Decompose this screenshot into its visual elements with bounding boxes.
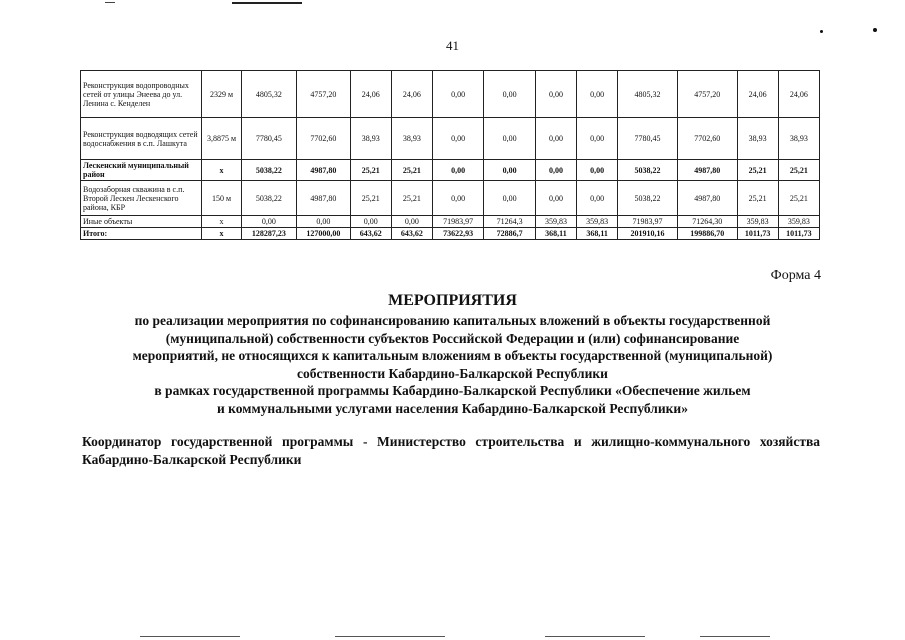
program-coordinator: Координатор государственной программы - Министерство строительства и жилищно-коммунального хозяйства Кабардино-Балкарской Республики <box>82 434 820 467</box>
value-cell: 368,11 <box>535 228 576 240</box>
value-cell: 4805,32 <box>241 71 297 118</box>
value-cell: 73622,93 <box>432 228 483 240</box>
value-cell: 4805,32 <box>618 71 678 118</box>
value-cell: 72886,7 <box>484 228 535 240</box>
scan-speck <box>820 30 823 33</box>
capacity-cell: х <box>202 216 241 228</box>
capacity-cell: 150 м <box>202 181 241 216</box>
value-cell: 25,21 <box>391 181 432 216</box>
object-name-cell: Итого: <box>81 228 202 240</box>
value-cell: 4757,20 <box>677 71 737 118</box>
value-cell: 4987,80 <box>677 160 737 181</box>
subheading-line: собственности Кабардино-Балкарской Республики <box>297 365 608 381</box>
capacity-cell: х <box>202 228 241 240</box>
capacity-cell: х <box>202 160 241 181</box>
form-label: Форма 4 <box>770 268 821 283</box>
value-cell: 0,00 <box>535 160 576 181</box>
value-cell: 0,00 <box>535 118 576 160</box>
scan-edge-bottom <box>700 636 770 637</box>
value-cell: 71264,30 <box>677 216 737 228</box>
value-cell: 5038,22 <box>618 181 678 216</box>
value-cell: 0,00 <box>535 181 576 216</box>
value-cell: 71264,3 <box>484 216 535 228</box>
value-cell: 7702,60 <box>677 118 737 160</box>
subheading-line: в рамках государственной программы Кабардино-Балкарской Республики «Обеспечение жильем <box>154 383 751 398</box>
scan-edge-bottom <box>545 636 645 637</box>
value-cell: 24,06 <box>778 71 819 118</box>
table-row <box>81 181 820 216</box>
value-cell: 71983,97 <box>618 216 678 228</box>
value-cell: 25,21 <box>778 160 819 181</box>
value-cell: 0,00 <box>484 181 535 216</box>
value-cell: 24,06 <box>350 71 391 118</box>
object-name-cell: Реконструкция водопроводных сетей от улицы Энеева до ул. Ленина с. Кенделен <box>81 71 202 118</box>
value-cell: 25,21 <box>737 160 778 181</box>
value-cell: 7780,45 <box>241 118 297 160</box>
document-subheading <box>60 312 845 417</box>
value-cell: 38,93 <box>350 118 391 160</box>
value-cell: 5038,22 <box>241 181 297 216</box>
value-cell: 0,00 <box>577 118 618 160</box>
scan-edge-bottom <box>335 636 445 637</box>
value-cell: 359,83 <box>535 216 576 228</box>
table-row <box>81 216 820 228</box>
value-cell: 359,83 <box>577 216 618 228</box>
value-cell: 128287,23 <box>241 228 297 240</box>
scan-mark-top-middle <box>232 2 302 4</box>
value-cell: 1011,73 <box>778 228 819 240</box>
value-cell: 0,00 <box>297 216 351 228</box>
value-cell: 25,21 <box>350 181 391 216</box>
value-cell: 4987,80 <box>297 181 351 216</box>
value-cell: 0,00 <box>577 71 618 118</box>
value-cell: 38,93 <box>778 118 819 160</box>
funding-table <box>80 70 820 240</box>
value-cell: 0,00 <box>432 118 483 160</box>
value-cell: 0,00 <box>241 216 297 228</box>
object-name-cell: Реконструкция водводящих сетей водоснабжения в с.п. Лашкута <box>81 118 202 160</box>
subheading-line: по реализации мероприятия по софинансированию капитальных вложений в объекты государственной <box>134 313 771 328</box>
object-name-cell: Иные объекты <box>81 216 202 228</box>
value-cell: 1011,73 <box>737 228 778 240</box>
table-row <box>81 160 820 181</box>
subheading-line: мероприятий, не относящихся к капитальным вложениям в объекты государственной (муниципальной) <box>132 348 773 363</box>
subheading-line: (муниципальной) собственности субъектов Российской Федерации и (или) софинансирование <box>165 330 740 346</box>
value-cell: 0,00 <box>484 160 535 181</box>
value-cell: 0,00 <box>432 160 483 181</box>
capacity-cell: 3,8875 м <box>202 118 241 160</box>
value-cell: 24,06 <box>391 71 432 118</box>
value-cell: 7780,45 <box>618 118 678 160</box>
table-row <box>81 118 820 160</box>
value-cell: 25,21 <box>350 160 391 181</box>
value-cell: 359,83 <box>737 216 778 228</box>
value-cell: 38,93 <box>391 118 432 160</box>
value-cell: 5038,22 <box>618 160 678 181</box>
value-cell: 0,00 <box>577 181 618 216</box>
value-cell: 199886,70 <box>677 228 737 240</box>
value-cell: 25,21 <box>778 181 819 216</box>
value-cell: 4987,80 <box>297 160 351 181</box>
object-name-cell: Водозаборная скважина в с.п. Второй Лескен Лескенского района, КБР <box>81 181 202 216</box>
scan-mark-top-left <box>105 2 115 3</box>
capacity-cell: 2329 м <box>202 71 241 118</box>
value-cell: 643,62 <box>350 228 391 240</box>
document-heading: МЕРОПРИЯТИЯ <box>388 292 517 309</box>
value-cell: 0,00 <box>535 71 576 118</box>
scan-speck <box>873 28 877 32</box>
table-row <box>81 71 820 118</box>
value-cell: 4757,20 <box>297 71 351 118</box>
value-cell: 643,62 <box>391 228 432 240</box>
table-body <box>81 71 820 240</box>
value-cell: 127000,00 <box>297 228 351 240</box>
value-cell: 71983,97 <box>432 216 483 228</box>
value-cell: 25,21 <box>391 160 432 181</box>
value-cell: 0,00 <box>432 181 483 216</box>
value-cell: 359,83 <box>778 216 819 228</box>
value-cell: 201910,16 <box>618 228 678 240</box>
value-cell: 4987,80 <box>677 181 737 216</box>
value-cell: 0,00 <box>484 71 535 118</box>
object-name-cell: Лескенский муниципальный район <box>81 160 202 181</box>
value-cell: 7702,60 <box>297 118 351 160</box>
value-cell: 0,00 <box>391 216 432 228</box>
value-cell: 0,00 <box>432 71 483 118</box>
value-cell: 25,21 <box>737 181 778 216</box>
value-cell: 5038,22 <box>241 160 297 181</box>
page-number: 41 <box>446 38 459 53</box>
value-cell: 0,00 <box>350 216 391 228</box>
scan-edge-bottom <box>140 636 240 637</box>
value-cell: 0,00 <box>484 118 535 160</box>
value-cell: 38,93 <box>737 118 778 160</box>
value-cell: 0,00 <box>577 160 618 181</box>
subheading-line: и коммунальными услугами населения Кабардино-Балкарской Республики» <box>217 400 688 416</box>
table-row <box>81 228 820 240</box>
value-cell: 368,11 <box>577 228 618 240</box>
value-cell: 24,06 <box>737 71 778 118</box>
